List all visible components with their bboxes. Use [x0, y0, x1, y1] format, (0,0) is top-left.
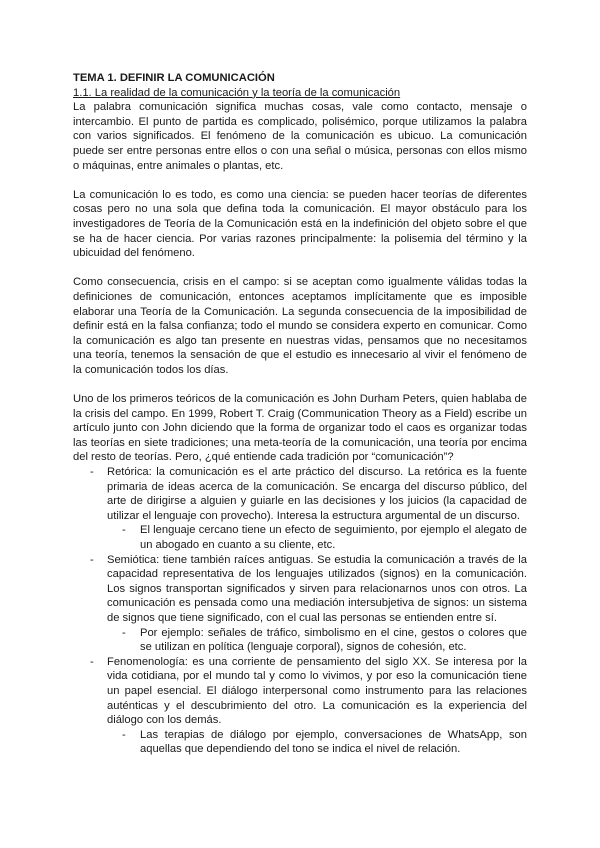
sublist	[107, 523, 527, 552]
sublist-item	[107, 626, 527, 655]
sublist	[107, 626, 527, 655]
bullet-dash: -	[90, 466, 94, 479]
bullet-dash: -	[90, 553, 94, 566]
bullet-dash: -	[122, 728, 126, 741]
sublist	[107, 728, 527, 757]
bullet-dash: -	[90, 655, 94, 668]
sublist-item	[107, 728, 527, 757]
paragraph: Como consecuencia, crisis en el campo: si se aceptan como igualmente válidas todas la definiciones de comunicación, entonces aceptamos implícitamente que es imposible elaborar una Teoría de la Comunicación. La segunda consecuencia de la imposibilidad de definir está en la falsa confianza; todo el mundo se considera experto en comunicar. Como la comunicación es algo tan presente en nuestras vidas, pensamos que no necesitamos una teoría, tenemos la sensación de que el estudio es innecesario al vivir el fenómeno de la comunicación todos los días.	[73, 276, 527, 376]
document-title: TEMA 1. DEFINIR LA COMUNICACIÓN	[73, 72, 275, 84]
list-item-fenomenologia	[73, 655, 527, 757]
bullet-dash: -	[122, 524, 126, 537]
document-body	[73, 71, 527, 757]
paragraph: La comunicación lo es todo, es como una ciencia: se pueden hacer teorías de diferentes cosas pero no una sola que defina toda la comunicación. El mayor obstáculo para los investigadores de Teoría de la Comunicación está en la indefinición del objeto sobre el que se ha de hacer ciencia. Por varias razones principalmente: la polisemia del término y la ubicuidad del fenómeno.	[73, 188, 527, 260]
paragraph: Uno de los primeros teóricos de la comunicación es John Durham Peters, quien hablaba de la crisis del campo. En 1999, Robert T. Craig (Communication Theory as a Field) escribe un artículo junto con John diciendo que la forma de organizar todo el caos es organizar todas las teorías en siete tradiciones; una meta-teoría de la comunicación, una teoría por encima del resto de teorías. Pero, ¿qué entiende cada tradición por “comunicación”?	[73, 393, 527, 464]
sublist-item-text: Las terapias de diálogo por ejemplo, conversaciones de WhatsApp, son aquellas que dependiendo del tono se indica el nivel de relación.	[140, 728, 527, 756]
sublist-item-text: El lenguaje cercano tiene un efecto de seguimiento, por ejemplo el alegato de un abogado en cuanto a su cliente, etc.	[140, 524, 527, 551]
sublist-item	[107, 523, 527, 552]
list-item-text: Retórica: la comunicación es el arte práctico del discurso. La retórica es la fuente primaria de ideas acerca de la comunicación. Se encarga del discurso público, del arte de dirigirse a alguien y guiarle en las decisiones y los juicios (la capacidad de utilizar el lenguaje con provecho). Interesa la estructura argumental de un discurso.	[107, 466, 527, 522]
paragraph: La palabra comunicación significa muchas cosas, vale como contacto, mensaje o intercambio. El punto de partida es complicado, polisémico, porque utilizamos la palabra con varios significados. El fenómeno de la comunicación es ubicuo. La comunicación puede ser entre personas entre ellos o con una señal o música, personas con ellos mismo o máquinas, entre animales o plantas, etc.	[73, 101, 527, 172]
list-item-retorica	[73, 465, 527, 553]
sublist-item-text: Por ejemplo: señales de tráfico, simbolismo en el cine, gestos o colores que se utilizan en política (lenguaje corporal), signos de cohesión, etc.	[140, 626, 527, 654]
bullet-dash: -	[122, 626, 126, 639]
list-item-text: Fenomenología: es una corriente de pensamiento del siglo XX. Se interesa por la vida cotidiana, por el mundo tal y como lo vivimos, y por eso la comunicación tiene un papel esencial. El diálogo interpersonal como instrumento para las relaciones auténticas y el descubrimiento del otro. La comunicación es la experiencia del diálogo con los demás.	[107, 655, 527, 727]
traditions-list	[73, 465, 527, 757]
list-item-semiotica	[73, 553, 527, 655]
section-heading: 1.1. La realidad de la comunicación y la teoría de la comunicación	[73, 86, 401, 99]
list-item-text: Semiótica: tiene también raíces antiguas. Se estudia la comunicación a través de la capacidad representativa de los lenguajes utilizados (signos) en la comunicación. Los signos transportan significados y sirven para relacionarnos unos con otros. La comunicación es pensada como una mediación intersubjetiva de signos: un sistema de signos que tiene significado, con el cual las personas se entienden entre sí.	[107, 553, 527, 624]
